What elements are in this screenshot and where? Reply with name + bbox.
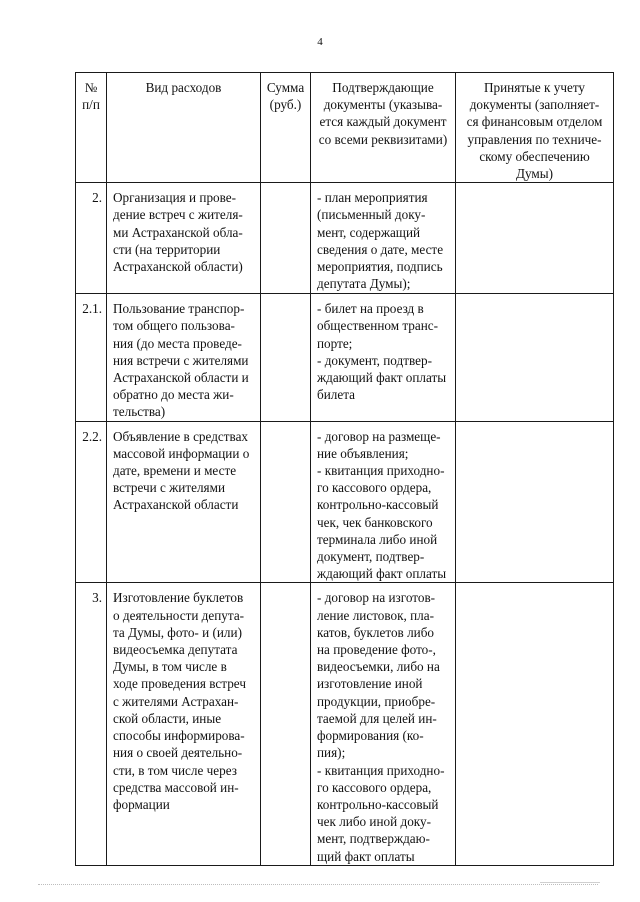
accepted-documents-cell xyxy=(456,183,614,294)
page-number: 4 xyxy=(317,36,323,48)
cell-text xyxy=(311,73,455,148)
text-line: встречи с жителями xyxy=(113,480,226,496)
text-line: Сумма xyxy=(266,80,305,95)
sum-cell xyxy=(261,183,311,294)
text-line: со всеми реквизитами) xyxy=(318,131,448,147)
supporting-documents-cell xyxy=(311,294,456,421)
cell-text xyxy=(76,73,106,113)
text-line: контрольно-кассовый xyxy=(317,497,439,513)
text-line: управления по техниче- xyxy=(467,131,602,147)
text-line: пия); xyxy=(317,745,346,761)
text-line: ходе проведения встреч xyxy=(113,676,246,692)
text-line: ся финансовым отделом xyxy=(466,114,603,130)
table-row xyxy=(76,421,614,583)
text-line: видеосъемка депутата xyxy=(113,642,238,658)
text-line: Объявление в средствах xyxy=(113,428,249,444)
text-line: Астраханской области) xyxy=(113,259,243,275)
text-line: го кассового ордера, xyxy=(317,779,432,795)
text-line: депутата Думы); xyxy=(317,276,411,292)
row-number-cell xyxy=(76,421,107,583)
text-line: на проведение фото-, xyxy=(317,642,436,658)
text-line: - билет на проезд в xyxy=(317,301,424,317)
text-line: документы (заполняет- xyxy=(469,97,600,113)
text-line: (письменный доку- xyxy=(317,207,426,223)
expense-type-cell xyxy=(107,294,261,421)
text-line: скому обеспечению xyxy=(479,148,590,164)
accepted-documents-cell xyxy=(456,583,614,865)
text-line: формирования (ко- xyxy=(317,728,424,744)
cell-text xyxy=(311,422,455,583)
text-line: Вид расходов xyxy=(145,80,222,95)
text-line: - квитанция приходно- xyxy=(317,463,445,479)
text-line: ской области, иные xyxy=(113,710,222,726)
text-line: дение встреч с жителя- xyxy=(113,207,243,223)
text-line: порте; xyxy=(317,335,353,351)
cell-text xyxy=(107,294,260,420)
text-line: ния о своей деятельно- xyxy=(113,745,243,761)
text-line: Изготовление буклетов xyxy=(113,590,244,606)
supporting-documents-cell xyxy=(311,183,456,294)
cell-text xyxy=(107,422,260,514)
text-line: видеосъемки, либо на xyxy=(317,659,440,675)
text-line: Пользование транспор- xyxy=(113,301,245,317)
text-line: изготовление иной xyxy=(317,676,423,692)
sum-cell xyxy=(261,294,311,421)
text-line: с жителями Астрахан- xyxy=(113,693,239,709)
text-line: сти, в том числе через xyxy=(113,762,237,778)
text-line: Принятые к учету xyxy=(483,80,586,95)
accepted-documents-cell xyxy=(456,294,614,421)
text-line: массовой информации о xyxy=(113,445,250,461)
scan-artifact-line xyxy=(38,884,598,891)
text-line: - документ, подтвер- xyxy=(317,352,432,368)
cell-text xyxy=(107,183,260,275)
text-line: - договор на изготов- xyxy=(317,590,436,606)
text-line: (руб.) xyxy=(269,97,302,113)
text-line: тельства) xyxy=(113,404,166,420)
cell-text xyxy=(311,183,455,292)
text-line: формации xyxy=(113,796,170,812)
supporting-documents-cell xyxy=(311,583,456,865)
header-number xyxy=(76,73,107,183)
text-line: Думы) xyxy=(515,166,553,182)
cell-text xyxy=(261,73,310,113)
text-line: средства массовой ин- xyxy=(113,779,239,795)
text-line: го кассового ордера, xyxy=(317,480,432,496)
text-line: продукции, приобре- xyxy=(317,693,436,709)
row-number: 3. xyxy=(92,590,102,606)
scan-artifact-mark xyxy=(540,882,600,887)
accepted-documents-cell xyxy=(456,421,614,583)
text-line: Подтверждающие xyxy=(332,80,434,95)
text-line: чек либо иной доку- xyxy=(317,814,431,830)
cell-text xyxy=(456,73,613,182)
expense-type-cell xyxy=(107,183,261,294)
text-line: способы информирова- xyxy=(113,728,245,744)
text-line: ждающий факт оплаты xyxy=(317,566,447,582)
table-row xyxy=(76,294,614,421)
text-line: терминала либо иной xyxy=(317,531,438,547)
text-line: дате, времени и месте xyxy=(113,463,237,479)
text-line: - план мероприятия xyxy=(317,190,428,206)
table-row xyxy=(76,583,614,865)
text-line: - квитанция приходно- xyxy=(317,762,445,778)
text-line: таемой для целей ин- xyxy=(317,710,437,726)
text-line: п/п xyxy=(82,97,100,113)
supporting-documents-cell xyxy=(311,421,456,583)
text-line: Астраханской области и xyxy=(113,370,249,386)
text-line: общественном транс- xyxy=(317,318,439,334)
text-line: ния (до места проведе- xyxy=(113,335,242,351)
text-line: обратно до места жи- xyxy=(113,387,234,403)
row-number: 2.1. xyxy=(82,301,102,317)
text-line: № xyxy=(84,80,98,95)
row-number-cell xyxy=(76,294,107,421)
cell-text xyxy=(311,294,455,403)
header-supporting-documents xyxy=(311,73,456,183)
header-sum xyxy=(261,73,311,183)
text-line: том общего пользова- xyxy=(113,318,235,334)
text-line: щий факт оплаты xyxy=(317,848,415,864)
text-line: сведения о дате, месте xyxy=(317,241,444,257)
text-line: ния встречи с жителями xyxy=(113,352,249,368)
text-line: сти (на территории xyxy=(113,241,221,257)
text-line: - договор на размеще- xyxy=(317,428,441,444)
cell-text xyxy=(107,73,260,96)
text-line: ление листовок, пла- xyxy=(317,607,434,623)
text-line: билета xyxy=(317,387,355,403)
text-line: ние объявления; xyxy=(317,445,409,461)
cell-text xyxy=(311,583,455,864)
text-line: документы (указыва- xyxy=(323,97,443,113)
expense-type-cell xyxy=(107,583,261,865)
text-line: документ, подтвер- xyxy=(317,549,425,565)
text-line: контрольно-кассовый xyxy=(317,796,439,812)
table-header-row xyxy=(76,73,614,183)
row-number: 2. xyxy=(92,190,102,206)
text-line: ждающий факт оплаты xyxy=(317,370,447,386)
text-line: мент, содержащий xyxy=(317,224,421,240)
text-line: чек, чек банковского xyxy=(317,514,433,530)
sum-cell xyxy=(261,421,311,583)
expense-type-cell xyxy=(107,421,261,583)
text-line: Организация и прове- xyxy=(113,190,237,206)
row-number-cell xyxy=(76,583,107,865)
table-row xyxy=(76,183,614,294)
text-line: Астраханской области xyxy=(113,497,239,513)
text-line: мент, подтверждаю- xyxy=(317,831,430,847)
row-number-cell xyxy=(76,183,107,294)
text-line: Думы, в том числе в xyxy=(113,659,227,675)
text-line: та Думы, фото- и (или) xyxy=(113,624,242,640)
header-expense-type xyxy=(107,73,261,183)
text-line: ется каждый документ xyxy=(319,114,447,130)
text-line: о деятельности депута- xyxy=(113,607,245,623)
text-line: ми Астраханской обла- xyxy=(113,224,243,240)
expenses-table xyxy=(75,72,614,866)
header-accepted-documents xyxy=(456,73,614,183)
row-number: 2.2. xyxy=(82,428,102,444)
cell-text xyxy=(107,583,260,813)
sum-cell xyxy=(261,583,311,865)
text-line: мероприятия, подпись xyxy=(317,259,443,275)
text-line: катов, буклетов либо xyxy=(317,624,435,640)
